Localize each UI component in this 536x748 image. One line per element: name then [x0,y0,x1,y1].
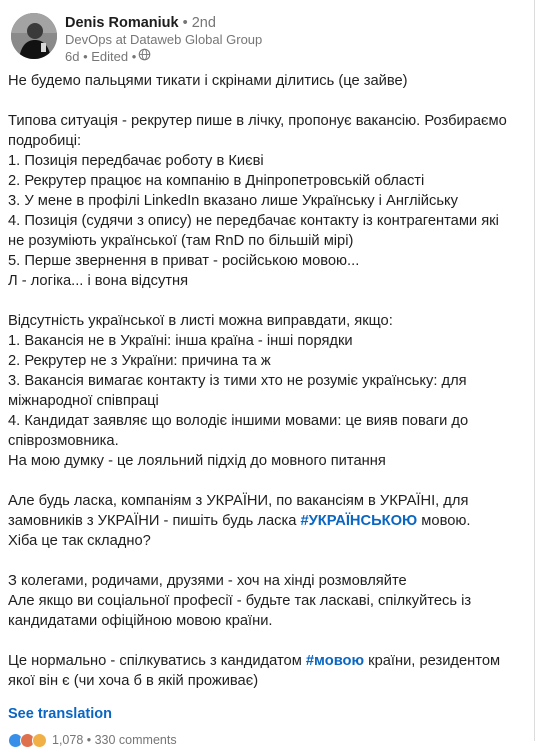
support-reaction-icon [32,733,47,748]
text-line: співрозмовника. [8,433,119,449]
text-line: якої він є (чи хоча б в якій проживає) [8,673,259,689]
connection-degree: • 2nd [182,15,216,31]
post-time-edited: 6d • Edited • [65,48,137,64]
text-line: 4. Позиція (судячи з опису) не передбачає контакту із контрагентами які [8,213,499,229]
author-info [65,13,262,65]
text-line: 2. Рекрутер працює на компанію в Дніпропетровській області [8,173,425,189]
text-line: Але будь ласка, компаніям з УКРАЇНИ, по вакансіям в УКРАЇНІ, для [8,493,469,509]
text-line: 2. Рекрутер не з України: причина та ж [8,353,271,369]
social-counts[interactable] [8,733,177,747]
text-span: Це нормально - спілкуватись з кандидатом [8,653,306,669]
text-span: мовою. [417,513,471,529]
text-line [8,511,528,531]
author-name-line [65,14,262,32]
text-line [8,651,528,671]
text-line: кандидатами офіційною мовою країни. [8,613,273,629]
text-line: 3. У мене в профілі LinkedIn вказано лише Українську і Англійську [8,193,458,209]
hashtag-language-link[interactable]: #мовою [305,653,365,669]
avatar-photo [11,13,57,59]
text-line: Хіба це так складно? [8,533,151,549]
text-line: Відсутність української в листі можна виправдати, якщо: [8,313,393,329]
reaction-comment-counts[interactable]: 1,078 • 330 comments [52,733,177,747]
text-line: Л - логіка... і вона відсутня [8,273,189,289]
text-line: не розуміють української (там RnD по більшій мірі) [8,233,354,249]
author-headline: DevOps at Dataweb Global Group [65,32,263,47]
text-line: З колегами, родичами, друзями - хоч на хінді розмовляйте [8,573,407,589]
text-line: 1. Позиція передбачає роботу в Києві [8,153,264,169]
text-line: подробиці: [8,133,82,149]
text-span: замовників з УКРАЇНИ - пишіть будь ласка [8,513,301,529]
avatar[interactable] [11,13,57,59]
text-line: Не будемо пальцями тикати і скрінами ділитись (це зайве) [8,73,408,89]
post-meta [65,48,262,65]
hashtag-ukrainian-link[interactable]: #УКРАЇНСЬКОЮ [300,513,418,529]
text-line: 5. Перше звернення в приват - російською мовою... [8,253,360,269]
globe-icon [138,48,151,65]
post-header [11,13,262,65]
text-line: міжнародної співпраці [8,393,159,409]
text-line: 3. Вакансія вимагає контакту із тими хто не розуміє українську: для [8,373,467,389]
text-line: Але якщо ви соціальної професії - будьте так ласкаві, спілкуйтесь із [8,593,472,609]
text-line: На мою думку - це лояльний підхід до мовного питання [8,453,386,469]
text-span: країни, резидентом [364,653,501,669]
text-line: 1. Вакансія не в Україні: інша країна - інші порядки [8,333,353,349]
see-translation-link[interactable]: See translation [8,706,112,722]
author-name[interactable]: Denis Romaniuk [65,15,179,31]
post-text [8,71,528,691]
text-line: Типова ситуація - рекрутер пише в лічку, пропонує вакансію. Розбираємо [8,113,507,129]
text-line: 4. Кандидат заявляє що володіє іншими мовами: це вияв поваги до [8,413,469,429]
